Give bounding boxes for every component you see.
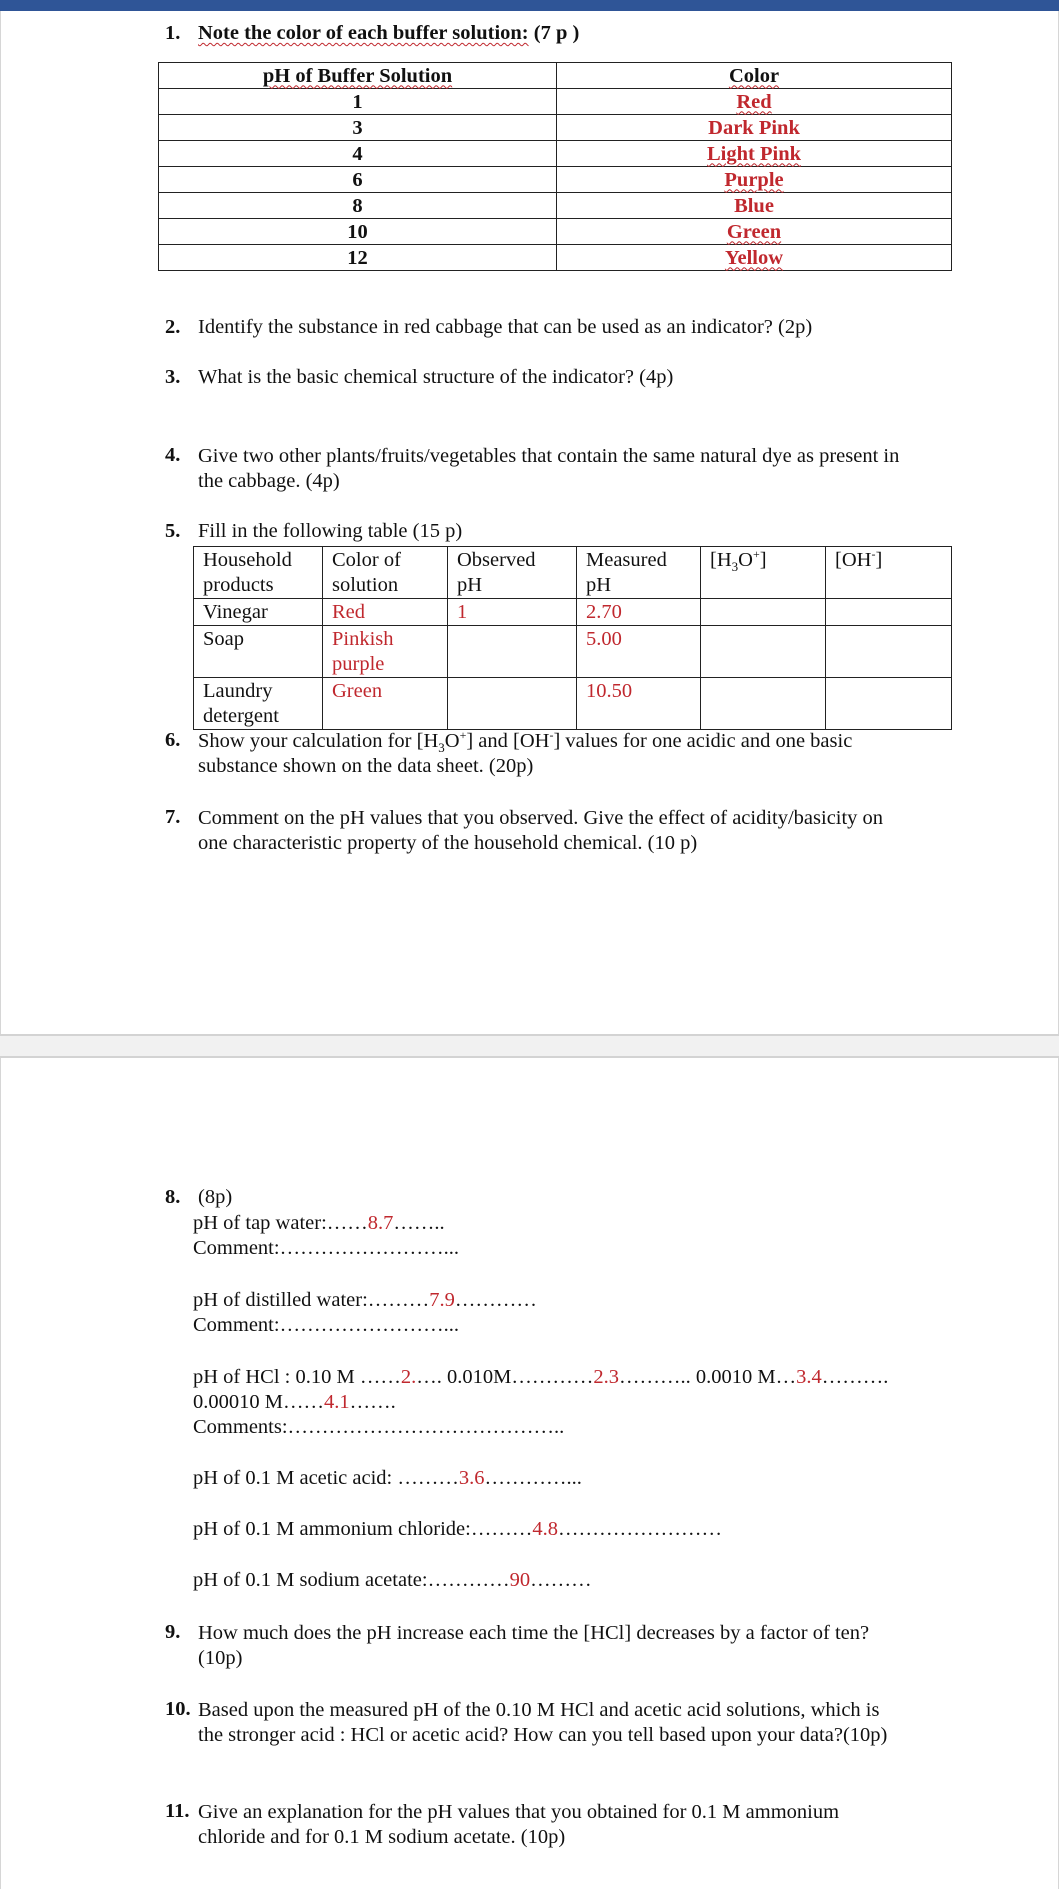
comment-label: Comment:	[193, 1314, 280, 1336]
question-points: (8p)	[198, 1186, 233, 1208]
observed-cell	[448, 678, 577, 730]
table-header-row	[194, 547, 952, 599]
product-cell: Vinegar	[194, 599, 323, 626]
distilled-water-value: 7.9	[429, 1289, 455, 1311]
h3o-cell	[701, 626, 826, 678]
hcl-block: pH of HCl : 0.10 M ……2.…. 0.010M…………2.3……….. 0.0010 M…3.4………. 0.00010 M……4.1……. Comments:…………………………………..	[193, 1366, 889, 1438]
question-1-title: Note the color of each buffer solution:	[198, 22, 529, 44]
hcl-00010-value: 3.4	[796, 1366, 822, 1388]
sodium-acetate-value: 90	[509, 1569, 531, 1591]
question-text: Give two other plants/fruits/vegetables that contain the same natural dye as present in	[198, 445, 900, 467]
color-cell: Red	[323, 599, 448, 626]
question-number: 11.	[165, 1800, 190, 1822]
question-text: Give an explanation for the pH values that you obtained for 0.1 M ammonium	[198, 1801, 840, 1823]
question-text: Identify the substance in red cabbage that can be used as an indicator? (2p)	[198, 316, 813, 338]
hcl-000010-value: 4.1	[323, 1391, 350, 1413]
buffer-color-table	[158, 62, 952, 271]
acetic-acid-label: pH of 0.1 M acetic acid:	[193, 1467, 393, 1489]
table-row	[159, 193, 952, 219]
question-text: substance shown on the data sheet. (20p)	[198, 755, 534, 777]
header-color: Color	[557, 63, 952, 89]
top-accent-bar	[0, 0, 1059, 11]
hcl-label: pH of HCl : 0.10 M	[193, 1366, 355, 1388]
question-number: 8.	[165, 1186, 181, 1208]
hcl-00010-label: 0.0010 M	[695, 1366, 776, 1388]
header-oh: [OH-]	[826, 547, 952, 599]
h3o-cell	[701, 599, 826, 626]
question-text: chloride and for 0.1 M sodium acetate. (10p)	[198, 1826, 566, 1848]
question-number: 1.	[165, 22, 181, 44]
color-cell: Dark Pink	[557, 115, 952, 141]
comments-label: Comments:	[193, 1416, 288, 1438]
question-8	[165, 1186, 232, 1209]
table-row	[159, 167, 952, 193]
header-observed: Observed pH	[448, 547, 577, 599]
tap-water-value: 8.7	[367, 1212, 394, 1234]
acetic-acid-value: 3.6	[458, 1467, 485, 1489]
sodium-acetate-label: pH of 0.1 M sodium acetate:	[193, 1569, 428, 1591]
question-text: Comment on the pH values that you observed. Give the effect of acidity/basicity on	[198, 807, 884, 829]
measured-cell: 10.50	[577, 678, 701, 730]
header-h3o: $[H_3O^+]$	[701, 547, 826, 599]
tap-water-label: pH of tap water:	[193, 1212, 327, 1234]
header-measured: Measured pH	[577, 547, 701, 599]
table-row	[159, 115, 952, 141]
question-4	[165, 444, 899, 494]
question-10	[165, 1698, 887, 1748]
page-break	[0, 1034, 1059, 1058]
question-number: 3.	[165, 366, 181, 388]
color-cell: Green	[557, 219, 952, 245]
header-ph: pH of Buffer Solution	[159, 63, 557, 89]
hcl-0010-label: 0.010M	[446, 1366, 512, 1388]
table-row	[159, 141, 952, 167]
oh-cell	[826, 626, 952, 678]
table-row	[159, 89, 952, 115]
hcl-010-value: 2.	[400, 1366, 417, 1388]
question-number: 6.	[165, 729, 181, 751]
acetic-acid-line: pH of 0.1 M acetic acid: ………3.6…………...	[193, 1467, 582, 1489]
ammonium-chloride-label: pH of 0.1 M ammonium chloride:	[193, 1518, 471, 1540]
table-row	[194, 626, 952, 678]
distilled-water-block: pH of distilled water:………7.9………… Comment:……………………...	[193, 1289, 537, 1336]
oh-cell	[826, 599, 952, 626]
ph-cell: 8	[159, 193, 557, 219]
question-9	[165, 1621, 869, 1671]
question-text: How much does the pH increase each time the [HCl] decreases by a factor of ten?	[198, 1622, 870, 1644]
question-text: What is the basic chemical structure of the indicator? (4p)	[198, 366, 674, 388]
table-header-row	[159, 63, 952, 89]
distilled-water-label: pH of distilled water:	[193, 1289, 368, 1311]
question-text: the stronger acid : HCl or acetic acid? How can you tell based upon your data?(10p)	[198, 1724, 888, 1746]
ammonium-chloride-line: pH of 0.1 M ammonium chloride:………4.8……………………	[193, 1518, 722, 1540]
question-text: (10p)	[198, 1647, 243, 1669]
measured-cell: 5.00	[577, 626, 701, 678]
question-number: 9.	[165, 1621, 181, 1643]
question-text: Based upon the measured pH of the 0.10 M HCl and acetic acid solutions, which is	[198, 1699, 880, 1721]
ph-cell: 1	[159, 89, 557, 115]
question-text: one characteristic property of the household chemical. (10 p)	[198, 832, 698, 854]
question-7	[165, 806, 883, 856]
household-products-table	[193, 546, 952, 730]
hcl-000010-label: 0.00010 M	[193, 1391, 283, 1413]
question-number: 4.	[165, 444, 181, 466]
observed-cell	[448, 626, 577, 678]
question-number: 7.	[165, 806, 181, 828]
product-cell: Soap	[194, 626, 323, 678]
oh-cell	[826, 678, 952, 730]
table-row	[194, 599, 952, 626]
table-row	[159, 245, 952, 271]
ammonium-chloride-value: 4.8	[532, 1518, 558, 1540]
tap-water-block: pH of tap water:……8.7…….. Comment:……………………...	[193, 1212, 459, 1259]
question-2	[165, 316, 812, 339]
color-cell: Light Pink	[557, 141, 952, 167]
ph-cell: 4	[159, 141, 557, 167]
color-cell: Purple	[557, 167, 952, 193]
ph-cell: 3	[159, 115, 557, 141]
question-1	[165, 22, 579, 45]
color-cell: Pinkish purple	[323, 626, 448, 678]
question-text: Fill in the following table (15 p)	[198, 520, 463, 542]
question-points: (7 p )	[533, 22, 580, 44]
comment-label: Comment:	[193, 1237, 280, 1259]
hcl-0010-value: 2.3	[593, 1366, 619, 1388]
h3o-cell	[701, 678, 826, 730]
question-11	[165, 1800, 839, 1850]
ph-cell: 6	[159, 167, 557, 193]
sodium-acetate-line: pH of 0.1 M sodium acetate:…………90………	[193, 1569, 592, 1591]
color-cell: Blue	[557, 193, 952, 219]
product-cell: Laundry detergent	[194, 678, 323, 730]
question-5	[165, 520, 462, 543]
header-household: Household products	[194, 547, 323, 599]
header-color: Color of solution	[323, 547, 448, 599]
question-text: the cabbage. (4p)	[198, 470, 340, 492]
question-3	[165, 366, 673, 389]
page-edge	[0, 11, 1, 1035]
question-6: 6. Show your calculation for $[H_3O^+]$ and [OH-] values for one acidic and one basic substance shown on the data sheet. (20p)	[165, 728, 853, 777]
question-number: 5.	[165, 520, 181, 542]
measured-cell: 2.70	[577, 599, 701, 626]
color-cell: Yellow	[557, 245, 952, 271]
page-edge	[0, 1058, 1, 1889]
color-cell: Red	[557, 89, 952, 115]
question-number: 10.	[165, 1698, 191, 1720]
color-cell: Green	[323, 678, 448, 730]
table-row	[194, 678, 952, 730]
table-row	[159, 219, 952, 245]
ph-cell: 12	[159, 245, 557, 271]
ph-cell: 10	[159, 219, 557, 245]
observed-cell: 1	[448, 599, 577, 626]
question-number: 2.	[165, 316, 181, 338]
